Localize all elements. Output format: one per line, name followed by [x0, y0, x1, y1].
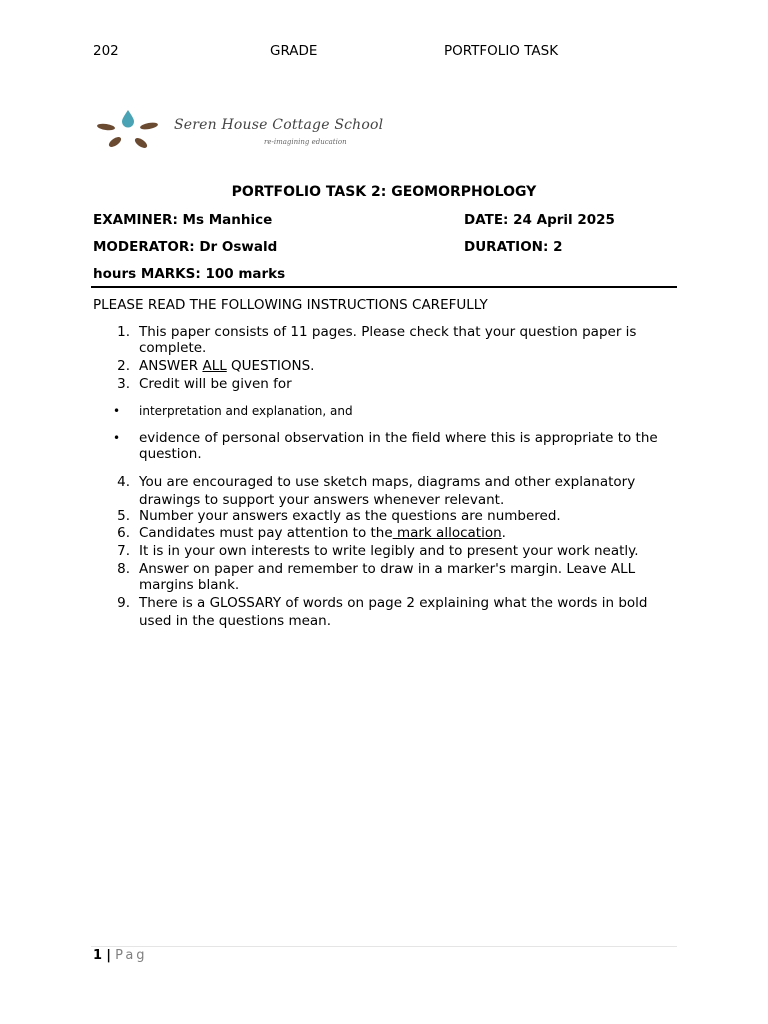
divider	[91, 286, 677, 288]
item-text-underlined: ALL	[202, 358, 227, 374]
item-text: This paper consists of 11 pages. Please check that your question paper is complete.	[139, 324, 637, 356]
footer-separator: |	[106, 948, 111, 963]
instructions-heading: PLEASE READ THE FOLLOWING INSTRUCTIONS CAREFULLY	[93, 297, 488, 313]
footer-divider	[91, 946, 677, 947]
date: DATE: 24 April 2025	[464, 212, 615, 228]
header-task: PORTFOLIO TASK	[444, 43, 559, 59]
bullet-icon: •	[113, 404, 121, 418]
examiner: EXAMINER: Ms Manhice	[93, 212, 273, 228]
item-text-post: QUESTIONS.	[226, 358, 315, 374]
flower-logo-icon	[94, 106, 164, 154]
item-text	[139, 358, 679, 374]
item-text: Credit will be given for	[139, 376, 292, 392]
item-text-underlined: mark allocation	[392, 525, 502, 541]
item-number: 1.	[117, 324, 130, 340]
item-text: You are encouraged to use sketch maps, diagrams and other explanatory drawings to support your answers whenever relevant.	[139, 474, 636, 508]
item-text-pre: Candidates must pay attention to the	[139, 525, 393, 541]
hours-marks: hours MARKS: 100 marks	[93, 266, 286, 282]
item-text-post: .	[501, 525, 506, 541]
item-text: It is in your own interests to write legibly and to present your work neatly.	[139, 543, 639, 559]
school-logo	[94, 106, 384, 154]
item-text: evidence of personal observation in the field where this is appropriate to the question.	[139, 430, 658, 462]
page-title: PORTFOLIO TASK 2: GEOMORPHOLOGY	[231, 184, 537, 200]
item-number: 2.	[117, 358, 130, 374]
duration: DURATION: 2	[464, 239, 563, 255]
item-text: There is a GLOSSARY of words on page 2 explaining what the words in bold used in the questions mean.	[139, 595, 648, 629]
page-footer	[93, 948, 148, 963]
moderator: MODERATOR: Dr Oswald	[93, 239, 278, 255]
item-number: 7.	[117, 543, 130, 559]
item-text: Number your answers exactly as the questions are numbered.	[139, 508, 561, 524]
header-grade: GRADE	[270, 43, 318, 59]
page-label: Pag	[115, 948, 148, 963]
bullet-icon: •	[113, 431, 121, 445]
header-year: 202	[93, 43, 119, 59]
page-number: 1	[93, 948, 103, 963]
school-name: Seren House Cottage School	[174, 117, 384, 133]
item-number: 9.	[117, 595, 130, 611]
item-number: 8.	[117, 561, 130, 577]
item-text: Answer on paper and remember to draw in a marker's margin. Leave ALL margins blank.	[139, 561, 636, 593]
item-text	[139, 525, 679, 541]
item-text: interpretation and explanation, and	[139, 404, 353, 418]
item-text-pre: ANSWER	[139, 358, 203, 374]
item-number: 6.	[117, 525, 130, 541]
school-tagline: re-imagining education	[264, 138, 347, 146]
item-number: 5.	[117, 508, 130, 524]
item-number: 4.	[117, 474, 130, 490]
item-number: 3.	[117, 376, 130, 392]
